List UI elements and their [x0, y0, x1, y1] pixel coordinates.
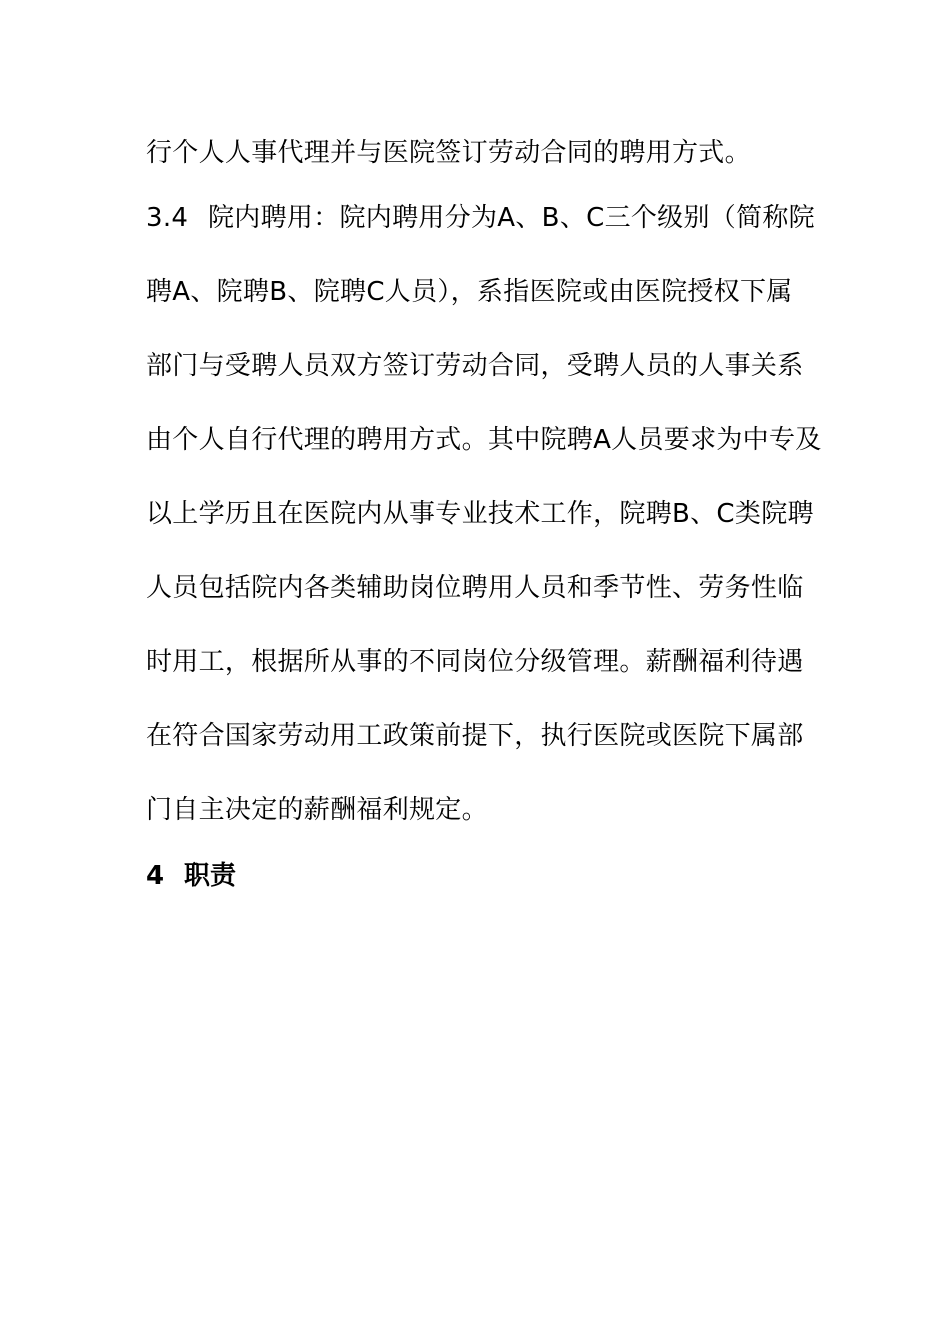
paragraph-line: 在符合国家劳动用工政策前提下，执行医院或医院下属部 — [146, 721, 804, 751]
section-heading — [146, 860, 236, 892]
paragraph-line: 聘A、院聘B、院聘C人员），系指医院或由医院授权下属 — [146, 277, 793, 307]
paragraph-line: 时用工，根据所从事的不同岗位分级管理。薪酬福利待遇 — [146, 647, 804, 677]
paragraph-line: 行个人人事代理并与医院签订劳动合同的聘用方式。 — [146, 138, 751, 168]
paragraph-line: 部门与受聘人员双方签订劳动合同，受聘人员的人事关系 — [146, 351, 804, 381]
paragraph-line: 由个人自行代理的聘用方式。其中院聘A人员要求为中专及 — [146, 425, 822, 455]
paragraph-line: 人员包括院内各类辅助岗位聘用人员和季节性、劳务性临 — [146, 573, 804, 603]
heading-title: 职责 — [184, 861, 237, 891]
paragraph-line: 门自主决定的薪酬福利规定。 — [146, 795, 488, 825]
heading-number: 4 — [146, 861, 165, 891]
paragraph-line-text: 院内聘用：院内聘用分为A、B、C三个级别（简称院 — [208, 203, 815, 233]
paragraph-line: 以上学历且在医院内从事专业技术工作，院聘B、C类院聘 — [146, 499, 814, 529]
section-3-4-line — [146, 202, 846, 234]
section-number: 3.4 — [146, 203, 189, 233]
